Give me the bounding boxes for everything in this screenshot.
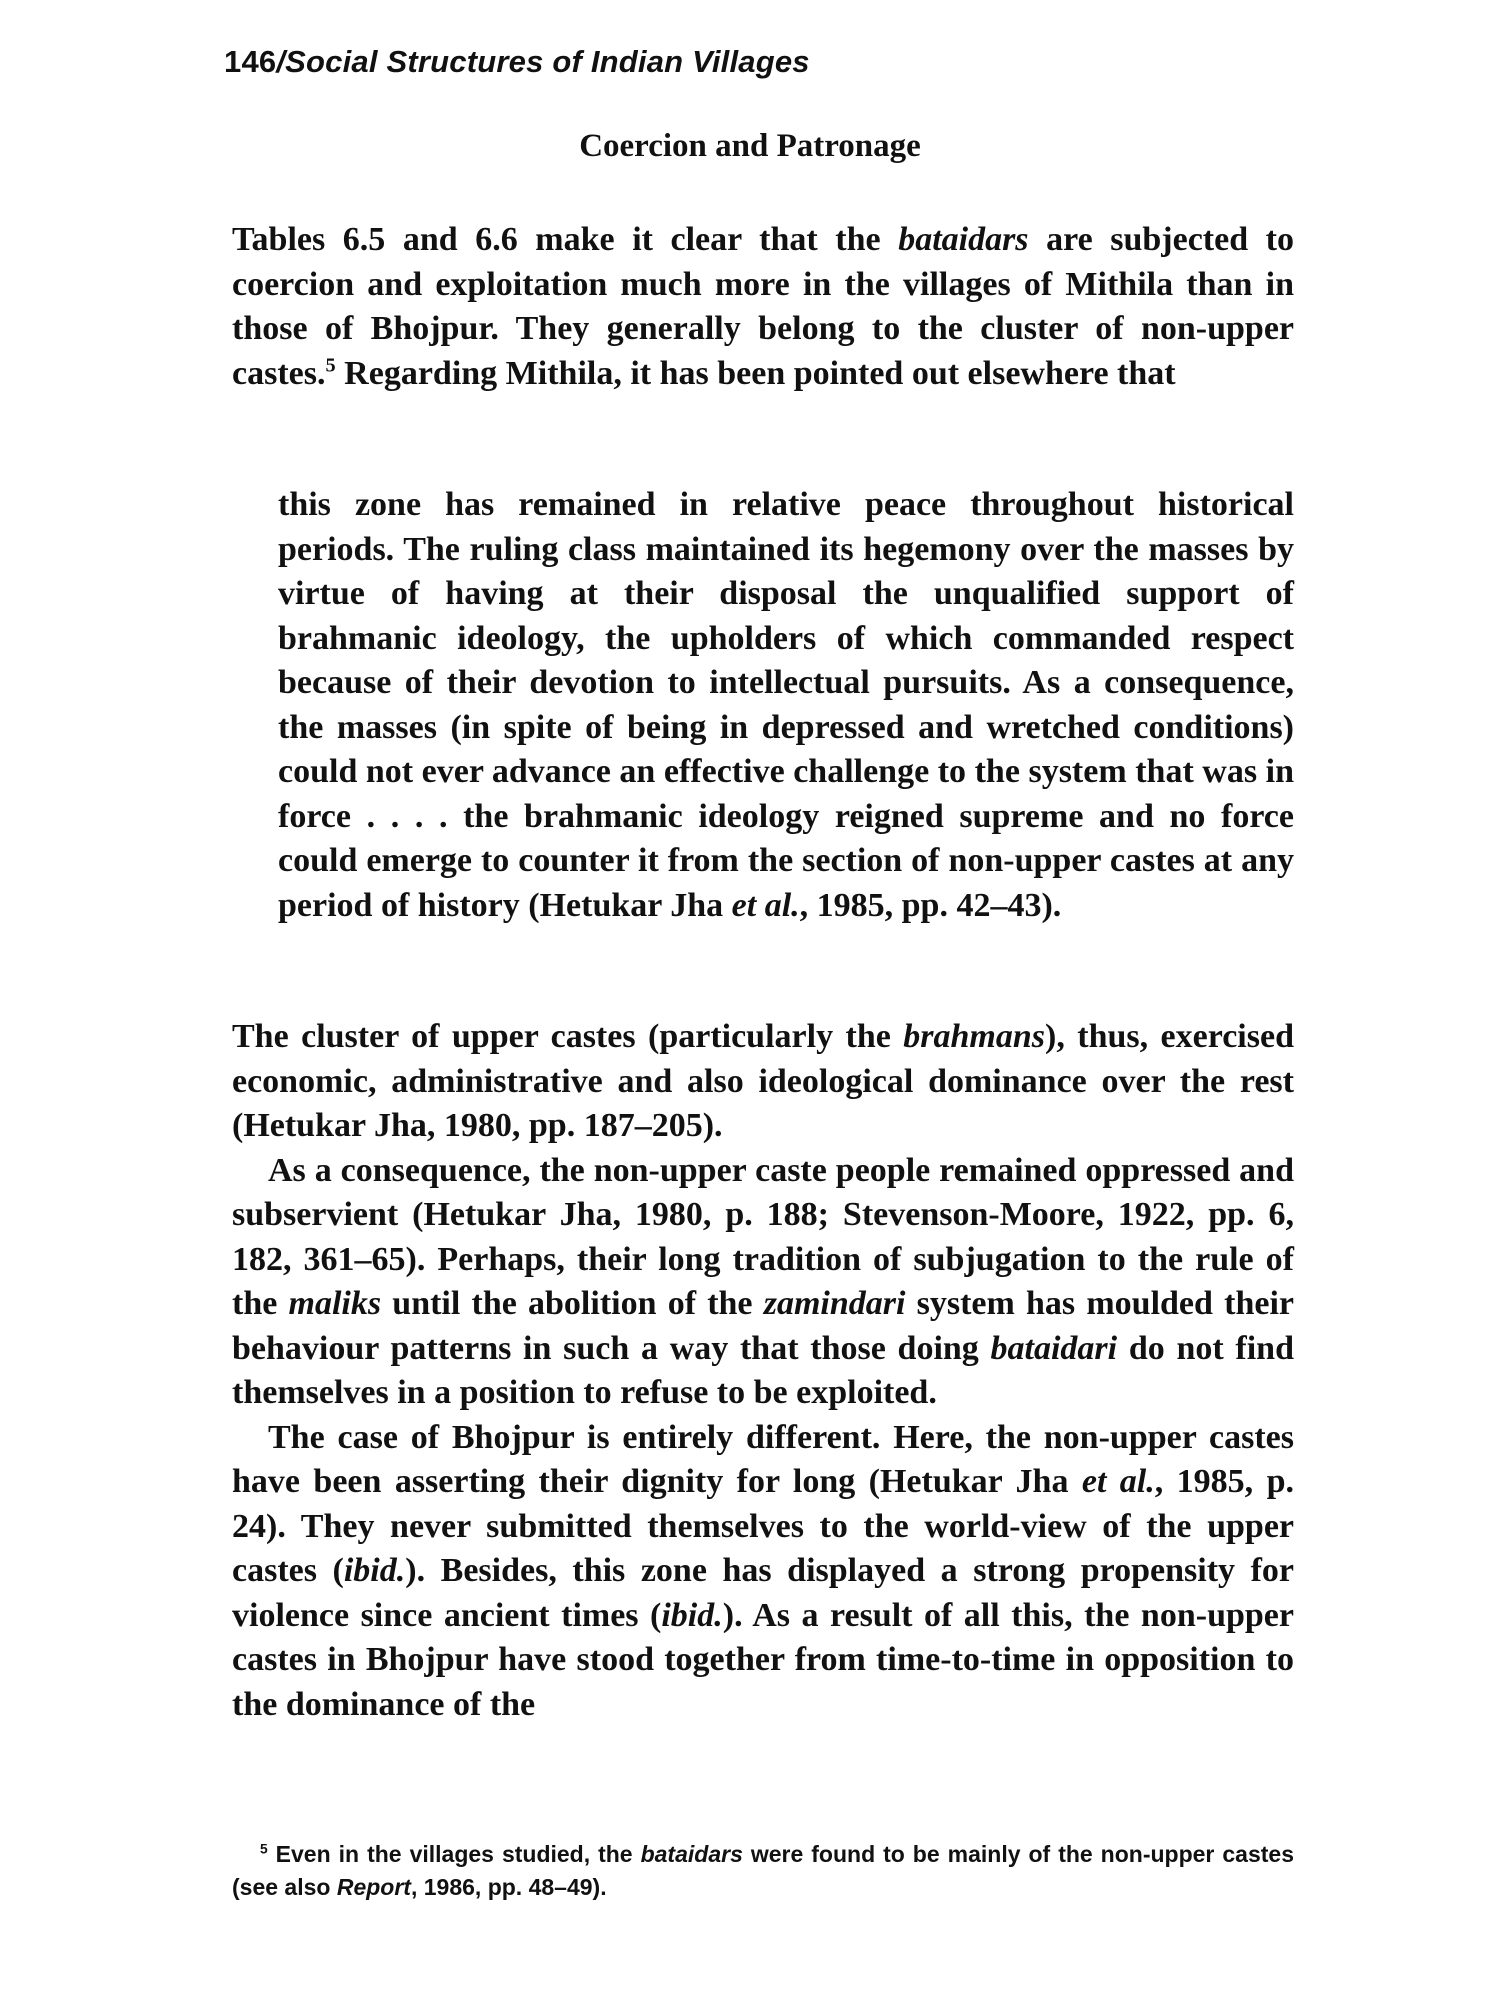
body-paragraphs xyxy=(232,1015,1294,1727)
footnote-marker: 5 xyxy=(260,1841,268,1857)
paragraph: The cluster of upper castes (particularly the brahmans), thus, exercised economic, administrative and also ideological dominance over the rest (Hetukar Jha, 1980, pp. 187–205). xyxy=(232,1018,1294,1144)
footnote: $^5$ Even in the villages studied, the bataidars were found to be mainly of the non-upper castes (see also Report, 1986, pp. 48–49). xyxy=(232,1841,1294,1900)
header-separator: / xyxy=(276,44,286,79)
intro-paragraph: Tables 6.5 and 6.6 make it clear that the bataidars are subjected to coercion and exploitation much more in the villages of Mithila than in those of Bhojpur. They generally belong to the cluster of non-upper castes.$^5$ Regarding Mithila, it has been pointed out elsewhere that xyxy=(232,221,1294,392)
footnote-reference: 5 xyxy=(325,354,336,377)
running-head xyxy=(224,44,810,80)
section-title: Coercion and Patronage xyxy=(579,128,921,164)
page-number: 146 xyxy=(224,44,277,79)
block-quote: this zone has remained in relative peace throughout historical periods. The ruling class maintained its hegemony over the masses by virtue of having at their disposal the unqualified support of brahmanic ideology, the upholders of which commanded respect because of their devotion to intellectual pursuits. As a consequence, the masses (in spite of being in depressed and wretched conditions) could not ever advance an effective challenge to the system that was in force . . . . the brahmanic ideology reigned supreme and no force could emerge to counter it from the section of non-upper castes at any period of history (Hetukar Jha et al., 1985, pp. 42–43). xyxy=(278,486,1294,924)
paragraph: As a consequence, the non-upper caste people remained oppressed and subservient (Hetukar Jha, 1980, p. 188; Stevenson-Moore, 1922, pp. 6, 182, 361–65). Perhaps, their long tradition of subjugation to the rule of the maliks until the abolition of the zamindari system has moulded their behaviour patterns in such a way that those doing bataidari do not find themselves in a position to refuse to be exploited. xyxy=(232,1151,1294,1411)
book-title: Social Structures of Indian Villages xyxy=(285,44,810,79)
paragraph: The case of Bhojpur is entirely different. Here, the non-upper castes have been asserting their dignity for long (Hetukar Jha et al., 1985, p. 24). They never submitted themselves to the world-view of the upper castes (ibid.). Besides, this zone has displayed a strong propensity for violence since ancient times (ibid.). As a result of all this, the non-upper castes in Bhojpur have stood together from time-to-time in opposition to the dominance of the xyxy=(232,1418,1295,1723)
